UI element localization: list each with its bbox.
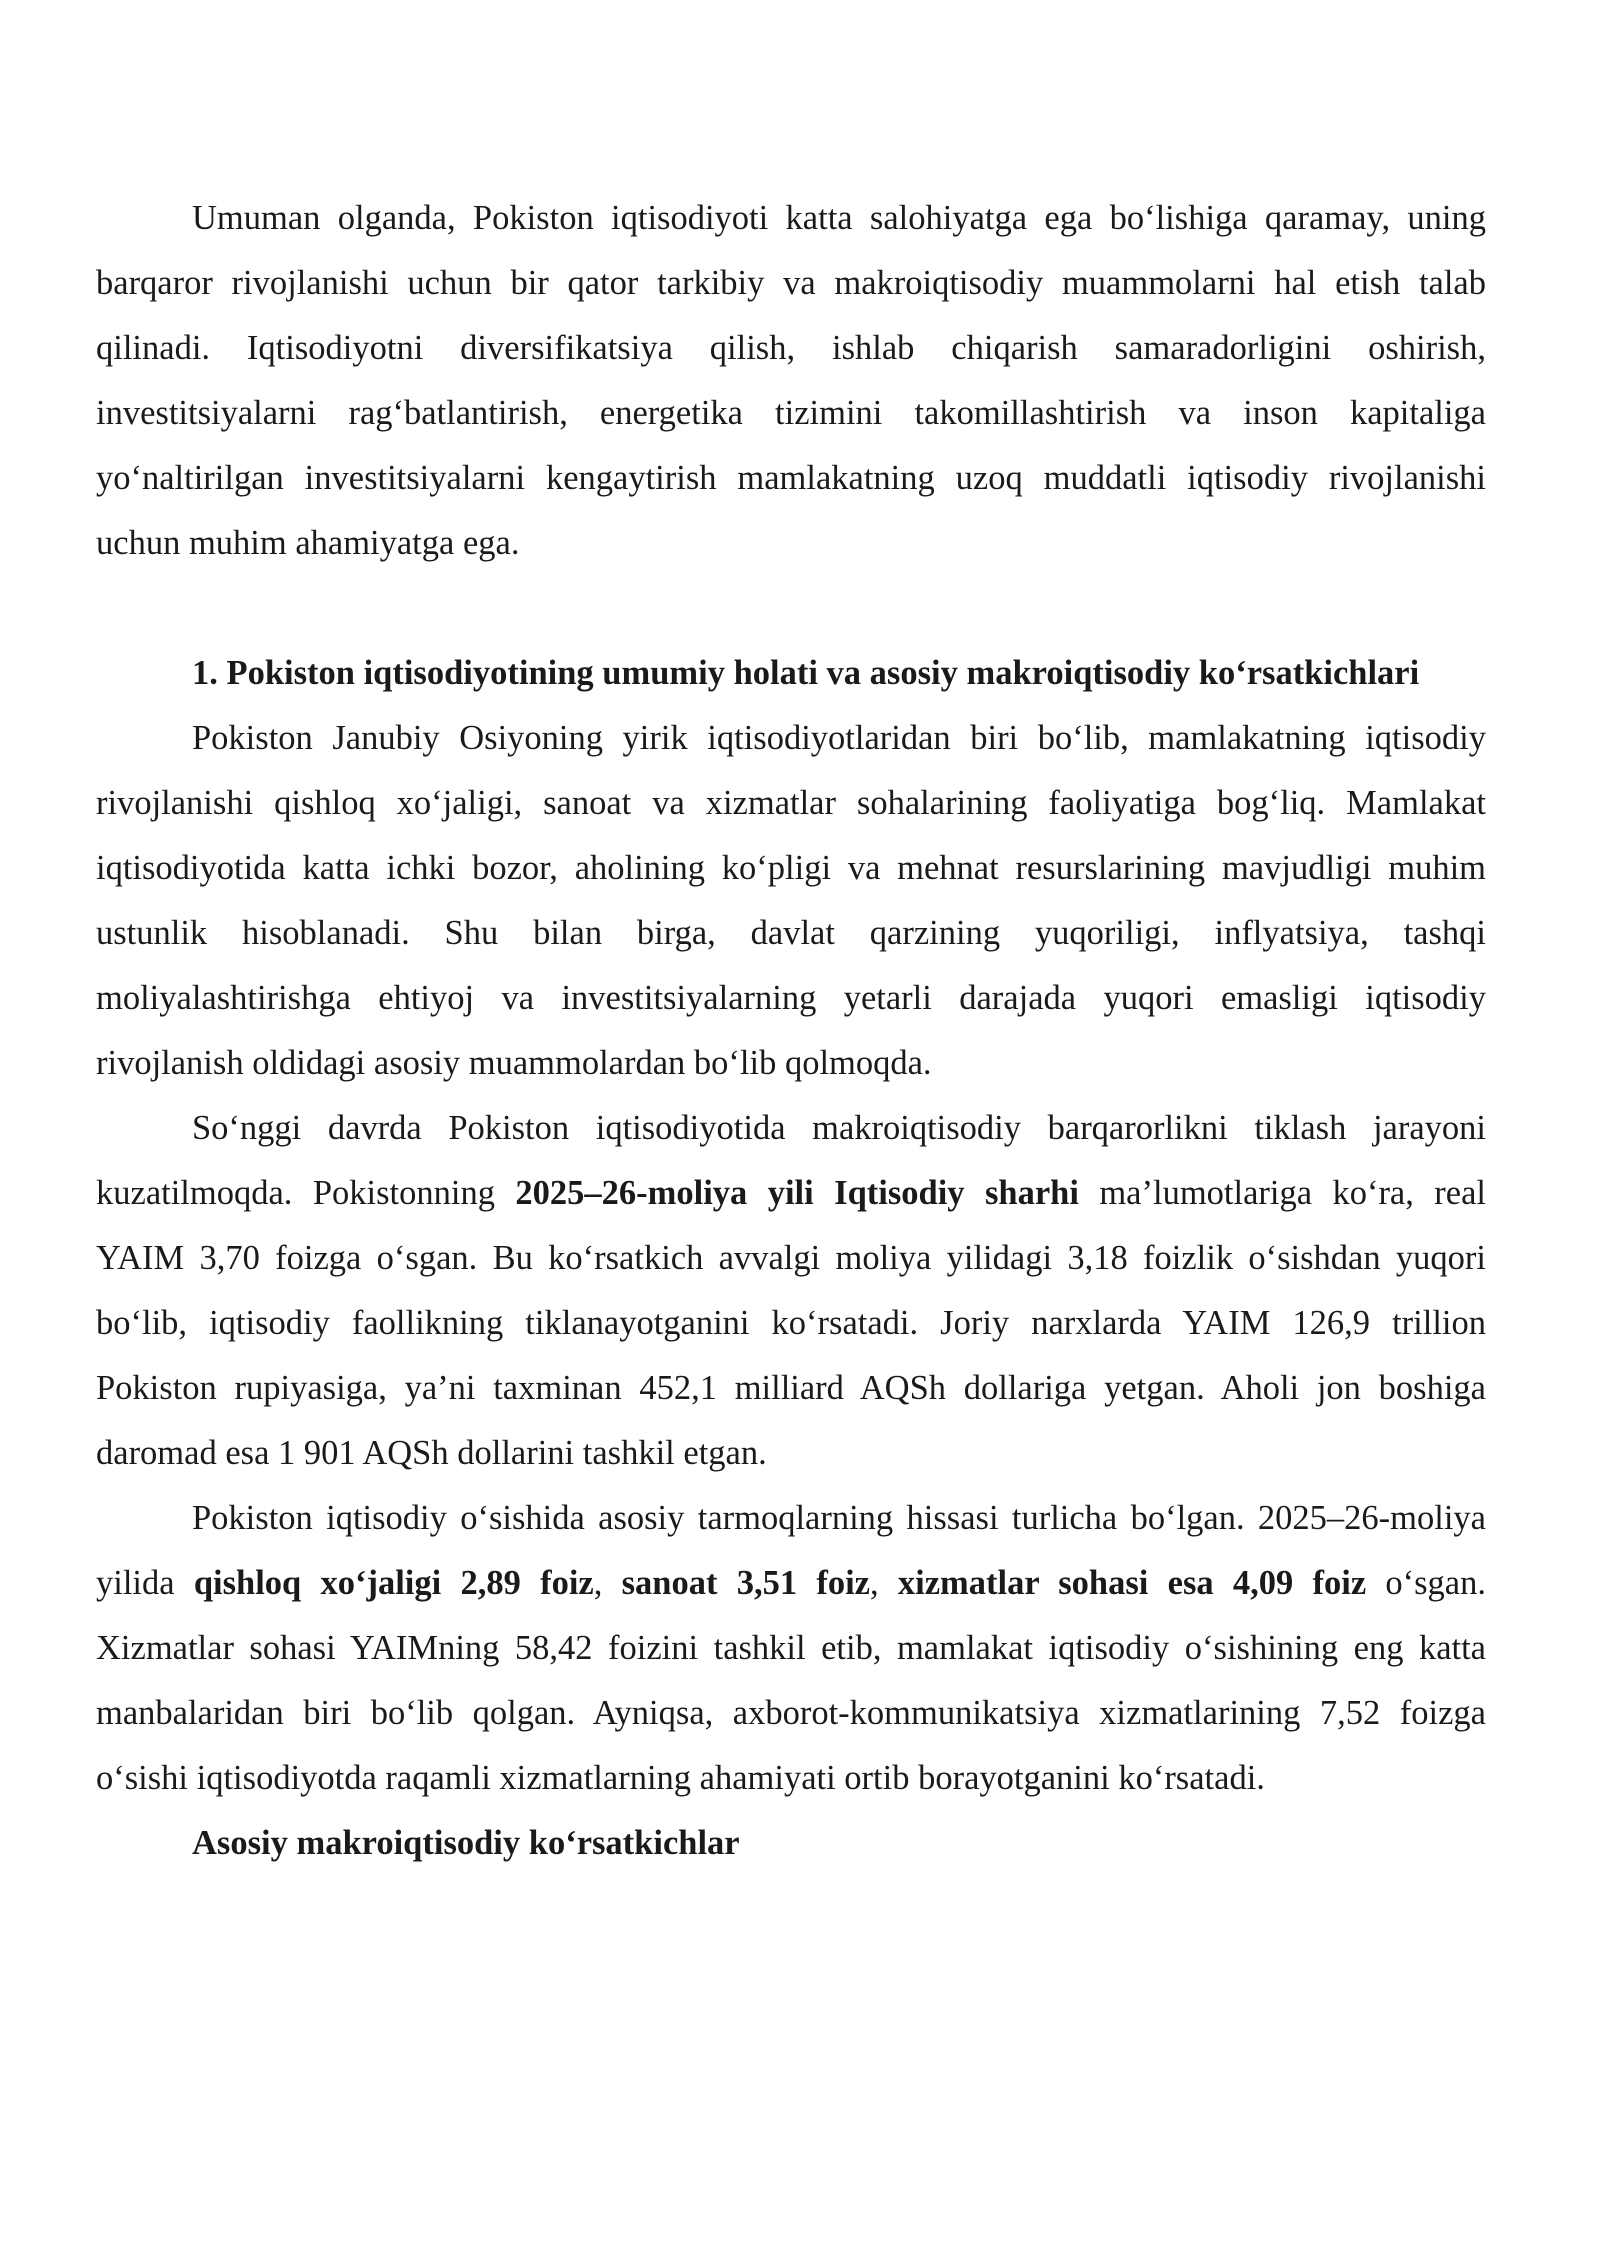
text-run: Soʻnggi davrda Pokiston iqtisodiyotida makroiqtisodiy barqarorlikni tiklash jarayoni kuzatilmoqda. Pokistonning [96,1109,1486,1212]
bold-services-growth: xizmatlar sohasi esa 4,09 foiz [897,1564,1367,1602]
document-page [96,186,1486,1876]
text-run: Pokiston iqtisodiy oʻsishida asosiy tarmoqlarning hissasi turlicha boʻlgan. 2025–26-moliya yilida [96,1499,1486,1602]
bold-agriculture-growth: qishloq xoʻjaligi 2,89 foiz [193,1564,594,1602]
text-run: , [869,1564,898,1602]
paragraph-intro-summary: Umuman olganda, Pokiston iqtisodiyoti katta salohiyatga ega boʻlishiga qaramay, uning barqaror rivojlanishi uchun bir qator tarkibiy va makroiqtisodiy muammolarni hal etish talab qilinadi. Iqtisodiyotni diversifikatsiya qilish, ishlab chiqarish samaradorligini oshirish, investitsiyalarni ragʻbatlantirish, energetika tizimini takomillashtirish va inson kapitaliga yoʻnaltirilgan investitsiyalarni kengaytirish mamlakatning uzoq muddatli iqtisodiy rivojlanishi uchun muhim ahamiyatga ega. [96,199,1486,562]
paragraph-macro-stability [96,1096,1486,1486]
text-run: ma’lumotlariga koʻra, real YAIM 3,70 foizga oʻsgan. Bu koʻrsatkich avvalgi moliya yilidagi 3,18 foizlik oʻsishdan yuqori boʻlib, iqtisodiy faollikning tiklanayotganini koʻrsatadi. Joriy narxlarda YAIM 126,9 trillion Pokiston rupiyasiga, ya’ni taxminan 452,1 milliard AQSh dollariga yetgan. Aholi jon boshiga daromad esa 1 901 AQSh dollarini tashkil etgan. [96,1174,1486,1472]
text-run: , [593,1564,622,1602]
paragraph-economy-overview: Pokiston Janubiy Osiyoning yirik iqtisodiyotlaridan biri boʻlib, mamlakatning iqtisodiy rivojlanishi qishloq xoʻjaligi, sanoat va xizmatlar sohalarining faoliyatiga bogʻliq. Mamlakat iqtisodiyotida katta ichki bozor, aholining koʻpligi va mehnat resurslarining mavjudligi muhim ustunlik hisoblanadi. Shu bilan birga, davlat qarzining yuqoriligi, inflyatsiya, tashqi moliyalashtirishga ehtiyoj va investitsiyalarning yetarli darajada yuqori emasligi iqtisodiy rivojlanish oldidagi asosiy muammolardan boʻlib qolmoqda. [96,719,1486,1082]
bold-industry-growth: sanoat 3,51 foiz [621,1564,870,1602]
text-run: oʻsgan. Xizmatlar sohasi YAIMning 58,42 foizini tashkil etib, mamlakat iqtisodiy oʻsishining eng katta manbalaridan biri boʻlib qolgan. Ayniqsa, axborot-kommunikatsiya xizmatlarining 7,52 foizga oʻsishi iqtisodiyotda raqamli xizmatlarning ahamiyati ortib borayotganini koʻrsatadi. [96,1564,1486,1797]
paragraph-sector-growth [96,1486,1486,1811]
bold-economic-survey: 2025–26-moliya yili Iqtisodiy sharhi [515,1174,1079,1212]
section-heading-1: 1. Pokiston iqtisodiyotining umumiy holati va asosiy makroiqtisodiy koʻrsatkichlari [192,654,1420,692]
subheading-macro-indicators: Asosiy makroiqtisodiy koʻrsatkichlar [192,1824,740,1862]
